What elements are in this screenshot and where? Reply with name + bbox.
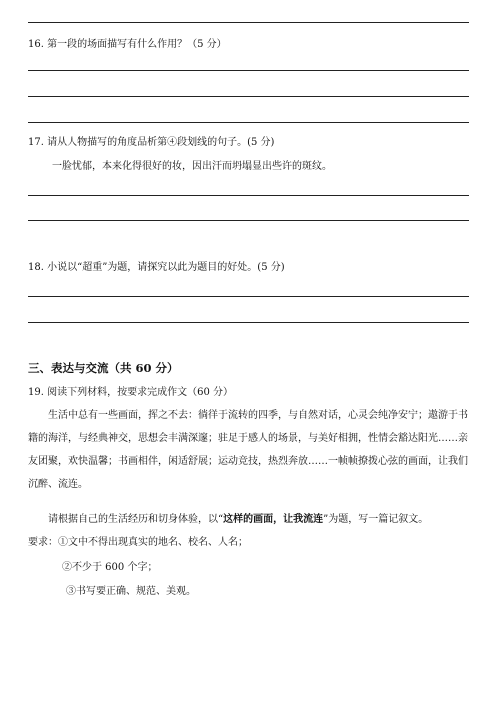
answer-line — [28, 296, 469, 297]
material-text: 生活中总有一些画面，挥之不去：徜徉于流转的四季，与自然对话，心灵会纯净安宁；遨游于书籍的海洋，与经典神交，思想会丰满深邃；驻足于感人的场景，与美好相拥，性情会豁达阳光……亲友团聚，欢快温馨；书画相伴，闲适舒展；运动竞技，热烈奔放……一帧帧撩拨心弦的画面，让我们沉醉、流连。 — [28, 410, 468, 490]
answer-line — [28, 122, 469, 123]
answer-line — [28, 96, 469, 97]
question-17-quote: 一脸忧郁，本来化得很好的妆，因出汗而坍塌显出些许的斑纹。 — [52, 161, 332, 172]
answer-line — [28, 70, 469, 71]
question-17: 17. 请从人物描写的角度品析第④段划线的句子。(5 分) — [28, 137, 275, 148]
essay-material — [28, 404, 469, 496]
prompt-after: ”为题，写一篇记叙文。 — [323, 514, 429, 525]
question-16: 16. 第一段的场面描写有什么作用？（5 分） — [28, 39, 227, 50]
essay-title: 这样的画面，让我流连 — [223, 514, 324, 525]
question-19: 19. 阅读下列材料，按要求完成作文（60 分） — [28, 387, 233, 398]
prompt-before: 请根据自己的生活经历和切身体验，以“ — [48, 514, 224, 525]
essay-prompt — [28, 508, 469, 531]
answer-line — [28, 220, 469, 221]
answer-line — [28, 322, 469, 323]
answer-line — [28, 195, 469, 196]
question-18: 18. 小说以“超重”为题，请探究以此为题目的好处。(5 分) — [28, 262, 285, 273]
requirement-3: ③书写要正确、规范、美观。 — [66, 586, 196, 597]
requirement-2: ②不少于 600 个字； — [62, 562, 158, 573]
answer-line — [28, 22, 469, 23]
section-heading: 三、表达与交流（共 60 分） — [28, 361, 179, 375]
requirement-1: 要求：①文中不得出现真实的地名、校名、人名； — [28, 537, 248, 548]
